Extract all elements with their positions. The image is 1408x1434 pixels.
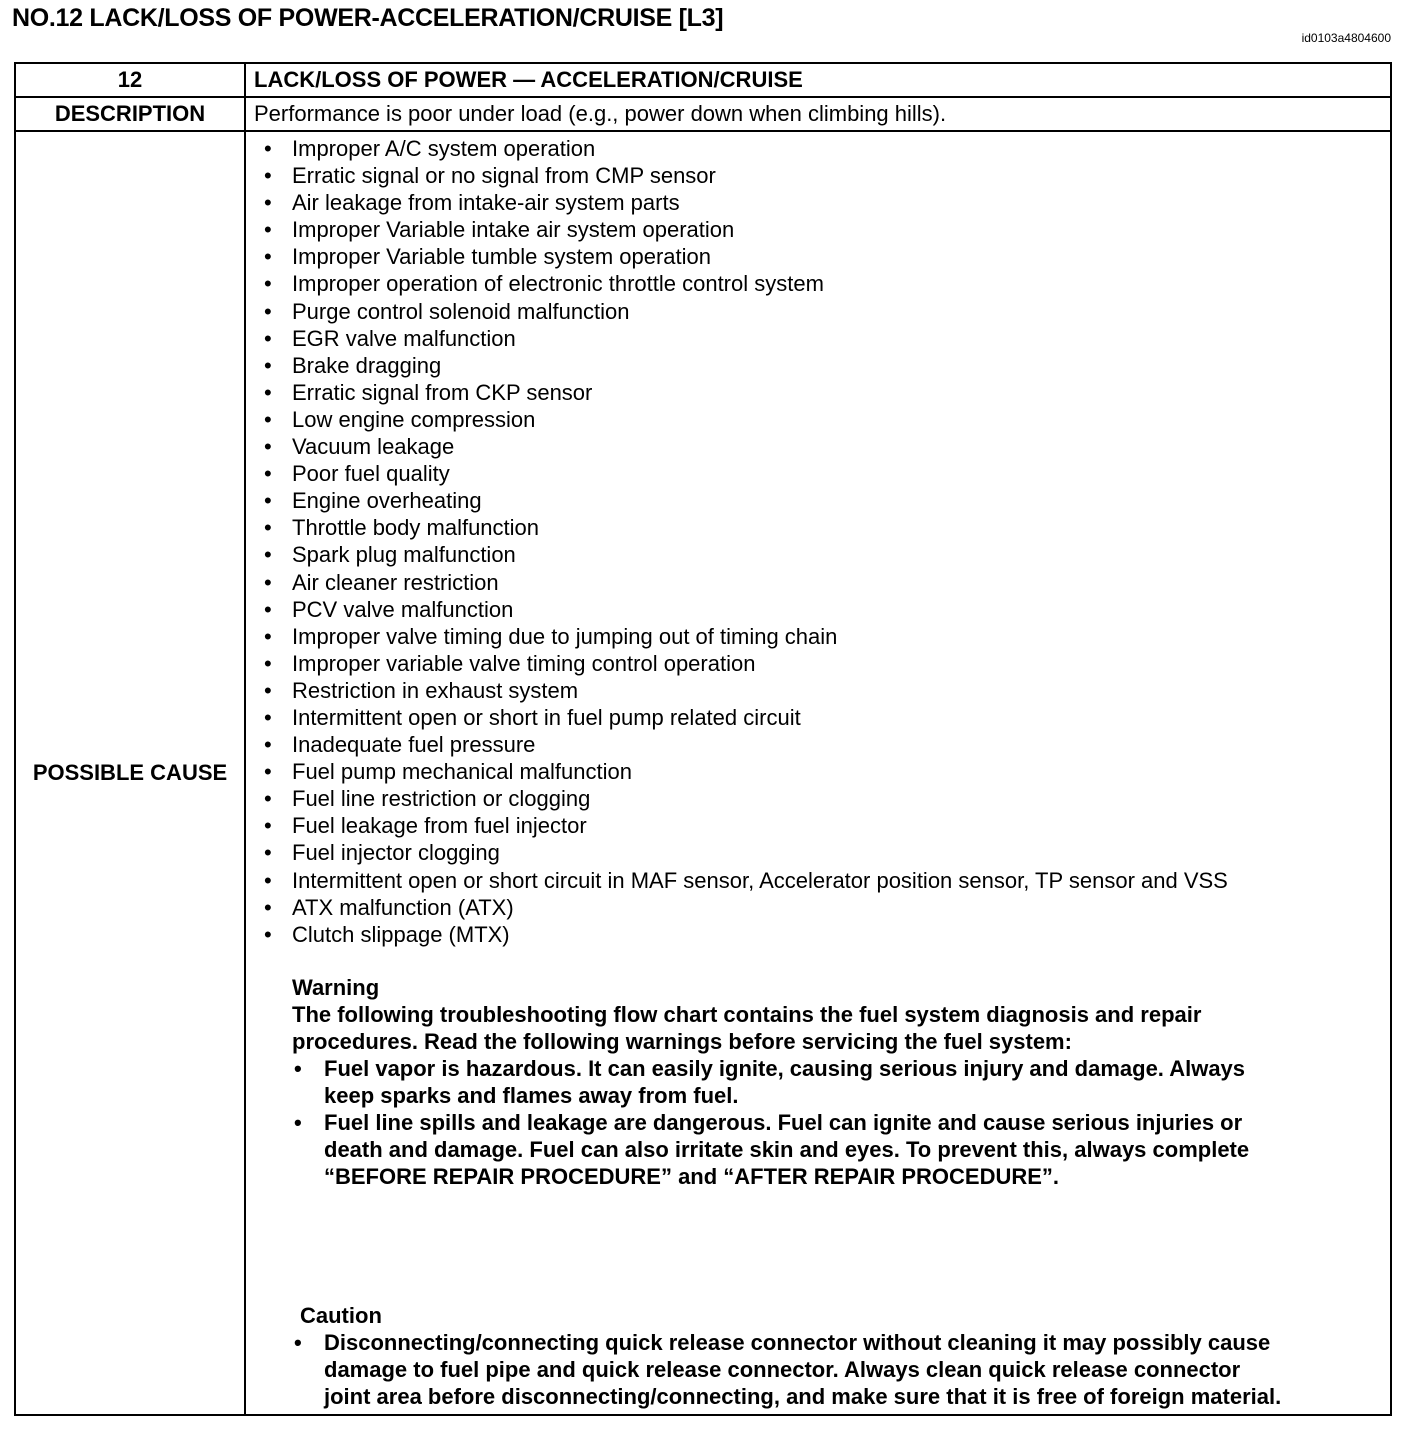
cause-item [260,433,1390,460]
bullet-icon: • [264,542,272,568]
cause-item-text: Improper operation of electronic throttle control system [292,271,824,297]
bullet-icon: • [264,325,272,351]
cause-item [260,623,1390,650]
cause-item [260,189,1390,216]
bullet-icon: • [264,596,272,622]
warning-list [292,1055,1249,1190]
cause-item-text: Air leakage from intake-air system parts [292,190,680,216]
cause-item-text: Improper Variable tumble system operation [292,244,712,270]
cause-item-text: Clutch slippage (MTX) [292,921,510,947]
bullet-icon: • [264,515,272,541]
warning-intro-line: The following troubleshooting flow chart contains the fuel system diagnosis and repair [292,1002,1202,1027]
cause-item [260,650,1390,677]
cause-item-text: Inadequate fuel pressure [292,732,536,758]
troubleshooting-table [14,62,1392,1416]
cause-item-text: Poor fuel quality [292,461,450,487]
cause-item [260,243,1390,270]
bullet-icon: • [264,217,272,243]
bullet-icon: • [264,650,272,676]
bullet-icon: • [264,434,272,460]
bullet-icon: • [294,1330,302,1355]
warning-item [292,1109,1249,1190]
cause-item-text: Low engine compression [292,406,536,432]
cause-item [260,379,1390,406]
cause-item-text: EGR valve malfunction [292,325,516,351]
warning-item-line: death and damage. Fuel can also irritate skin and eyes. To prevent this, always complete [324,1137,1250,1162]
warning-item-line: keep sparks and flames away from fuel. [324,1083,739,1108]
possible-cause-row [15,131,1391,1415]
caution-block [292,1302,1281,1410]
cause-item [260,216,1390,243]
bullet-icon: • [264,406,272,432]
bullet-icon: • [264,623,272,649]
description-text: Performance is poor under load (e.g., power down when climbing hills). [245,97,1391,131]
warning-item-line: Fuel line spills and leakage are dangerous. Fuel can ignite and cause serious injuries or [324,1110,1243,1135]
symptom-title: LACK/LOSS OF POWER — ACCELERATION/CRUISE [245,63,1391,97]
cause-item [260,487,1390,514]
bullet-icon: • [264,867,272,893]
table-header-row [15,63,1391,97]
bullet-icon: • [264,704,272,730]
cause-item-text: Restriction in exhaust system [292,677,579,703]
cause-list [246,132,1390,948]
bullet-icon: • [294,1110,302,1135]
cause-item-text: Erratic signal or no signal from CMP sensor [292,163,716,189]
warning-block [292,974,1249,1190]
bullet-icon: • [264,352,272,378]
description-label: DESCRIPTION [15,97,245,131]
cause-item-text: Fuel leakage from fuel injector [292,813,587,839]
cause-item [260,325,1390,352]
cause-item-text: Erratic signal from CKP sensor [292,379,593,405]
bullet-icon: • [264,271,272,297]
warning-intro [292,1001,1249,1055]
cause-item-text: Brake dragging [292,352,442,378]
warning-title: Warning [292,975,380,1000]
cause-item-text: Engine overheating [292,488,482,514]
cause-item-text: Fuel pump mechanical malfunction [292,759,632,785]
caution-item [292,1329,1281,1410]
bullet-icon: • [264,677,272,703]
possible-cause-label: POSSIBLE CAUSE [15,131,245,1415]
caution-item-line: damage to fuel pipe and quick release connector. Always clean quick release connector [324,1357,1241,1382]
bullet-icon: • [264,759,272,785]
caution-title: Caution [300,1303,382,1328]
caution-item-line: joint area before disconnecting/connecting, and make sure that it is free of foreign material. [324,1384,1282,1409]
cause-item-text: Fuel line restriction or clogging [292,786,591,812]
cause-item [260,596,1390,623]
cause-item-text: ATX malfunction (ATX) [292,894,514,920]
bullet-icon: • [264,813,272,839]
page-title: NO.12 LACK/LOSS OF POWER-ACCELERATION/CRUISE [L3] [12,4,724,32]
bullet-icon: • [264,488,272,514]
cause-item [260,460,1390,487]
cause-item [260,867,1390,894]
cause-item-text: Air cleaner restriction [292,569,499,595]
cause-item-text: Improper valve timing due to jumping out of timing chain [292,623,838,649]
cause-item [260,406,1390,433]
cause-item [260,812,1390,839]
cause-item-text: Improper Variable intake air system operation [292,217,735,243]
warning-item [292,1055,1249,1109]
cause-item [260,785,1390,812]
cause-item [260,514,1390,541]
bullet-icon: • [264,732,272,758]
bullet-icon: • [264,840,272,866]
warning-item-line: “BEFORE REPAIR PROCEDURE” and “AFTER REPAIR PROCEDURE”. [324,1164,1060,1189]
cause-item [260,921,1390,948]
bullet-icon: • [264,921,272,947]
cause-item [260,352,1390,379]
cause-item [260,704,1390,731]
bullet-icon: • [264,190,272,216]
bullet-icon: • [264,461,272,487]
cause-item [260,298,1390,325]
symptom-number: 12 [15,63,245,97]
cause-item-text: Vacuum leakage [292,434,455,460]
cause-item [260,731,1390,758]
cause-item-text: Spark plug malfunction [292,542,516,568]
bullet-icon: • [294,1056,302,1081]
cause-item-text: Throttle body malfunction [292,515,540,541]
cause-item [260,270,1390,297]
cause-item-text: Improper A/C system operation [292,136,596,161]
bullet-icon: • [264,786,272,812]
cause-item-text: Intermittent open or short circuit in MAF sensor, Accelerator position sensor, TP sensor and VSS [292,867,1228,893]
cause-item-text: Purge control solenoid malfunction [292,298,630,324]
cause-item [260,569,1390,596]
bullet-icon: • [264,298,272,324]
bullet-icon: • [264,894,272,920]
cause-item-text: Intermittent open or short in fuel pump related circuit [292,704,801,730]
document-id: id0103a4804600 [1301,31,1391,45]
cause-item [260,135,1390,162]
caution-item-line: Disconnecting/connecting quick release connector without cleaning it may possibly cause [324,1330,1271,1355]
bullet-icon: • [264,569,272,595]
warning-item-line: Fuel vapor is hazardous. It can easily ignite, causing serious injury and damage. Always [324,1056,1246,1081]
bullet-icon: • [264,136,272,161]
cause-item [260,677,1390,704]
cause-item [260,541,1390,568]
description-row [15,97,1391,131]
bullet-icon: • [264,163,272,189]
cause-item-text: Fuel injector clogging [292,840,500,866]
caution-list [292,1329,1281,1410]
cause-item [260,839,1390,866]
cause-item-text: Improper variable valve timing control operation [292,650,756,676]
bullet-icon: • [264,244,272,270]
cause-item [260,758,1390,785]
possible-cause-cell [245,131,1391,1415]
cause-item-text: PCV valve malfunction [292,596,514,622]
bullet-icon: • [264,379,272,405]
warning-intro-line: procedures. Read the following warnings before servicing the fuel system: [292,1029,1072,1054]
cause-item [260,162,1390,189]
cause-item [260,894,1390,921]
